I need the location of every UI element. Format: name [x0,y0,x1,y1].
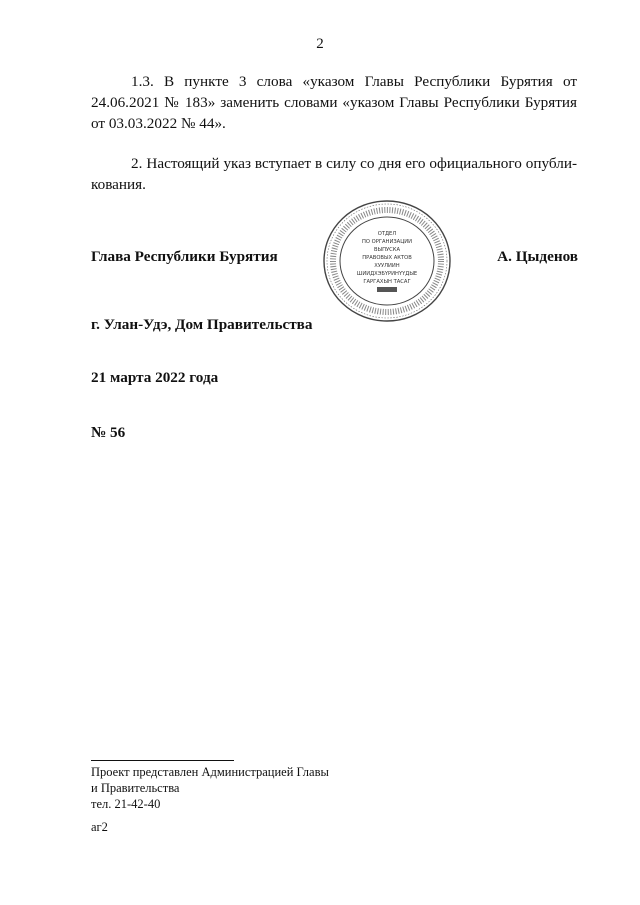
seal-line: ОТДЕЛ [377,231,397,237]
footer-line-2: и Правительства [91,781,180,795]
seal-line: ВЫПУСКА [373,247,401,253]
seal-line: ПРАВОВЫХ АКТОВ [362,255,412,261]
seal-line: ПО ОРГАНИЗАЦИИ [361,239,413,245]
seal-line: ШИИДХЭБҮРИНҮҮДЫЕ [356,271,418,277]
seal-line: ХУУЛИИН [374,263,400,269]
seal-line: ГАРГАХЫН ТАСАГ [363,279,411,285]
paragraph-2: 2. Настоящий указ вступает в силу со дня его официального опубли-кования. [91,155,577,193]
place-of-signing: г. Улан-Удэ, Дом Правительства [91,316,313,333]
official-seal-icon [320,197,454,325]
page-number: 2 [316,36,324,52]
footer-phone: тел. 21-42-40 [91,797,161,811]
document-number: № 56 [91,424,126,441]
footer-line-1: Проект представлен Администрацией Главы [91,765,329,779]
paragraph-1-3: 1.3. В пункте 3 слова «указом Главы Республики Бурятия от 24.06.2021 № 183» заменить словами «указом Главы Республики Бурятия от 03.03.2022 № 44». [91,73,577,132]
footer-note [91,764,329,812]
signature-name: А. Цыденов [497,248,578,265]
signature-title: Глава Республики Бурятия [91,248,278,265]
footer-divider [91,760,234,761]
document-code: аг2 [91,820,108,834]
document-date: 21 марта 2022 года [91,369,219,386]
